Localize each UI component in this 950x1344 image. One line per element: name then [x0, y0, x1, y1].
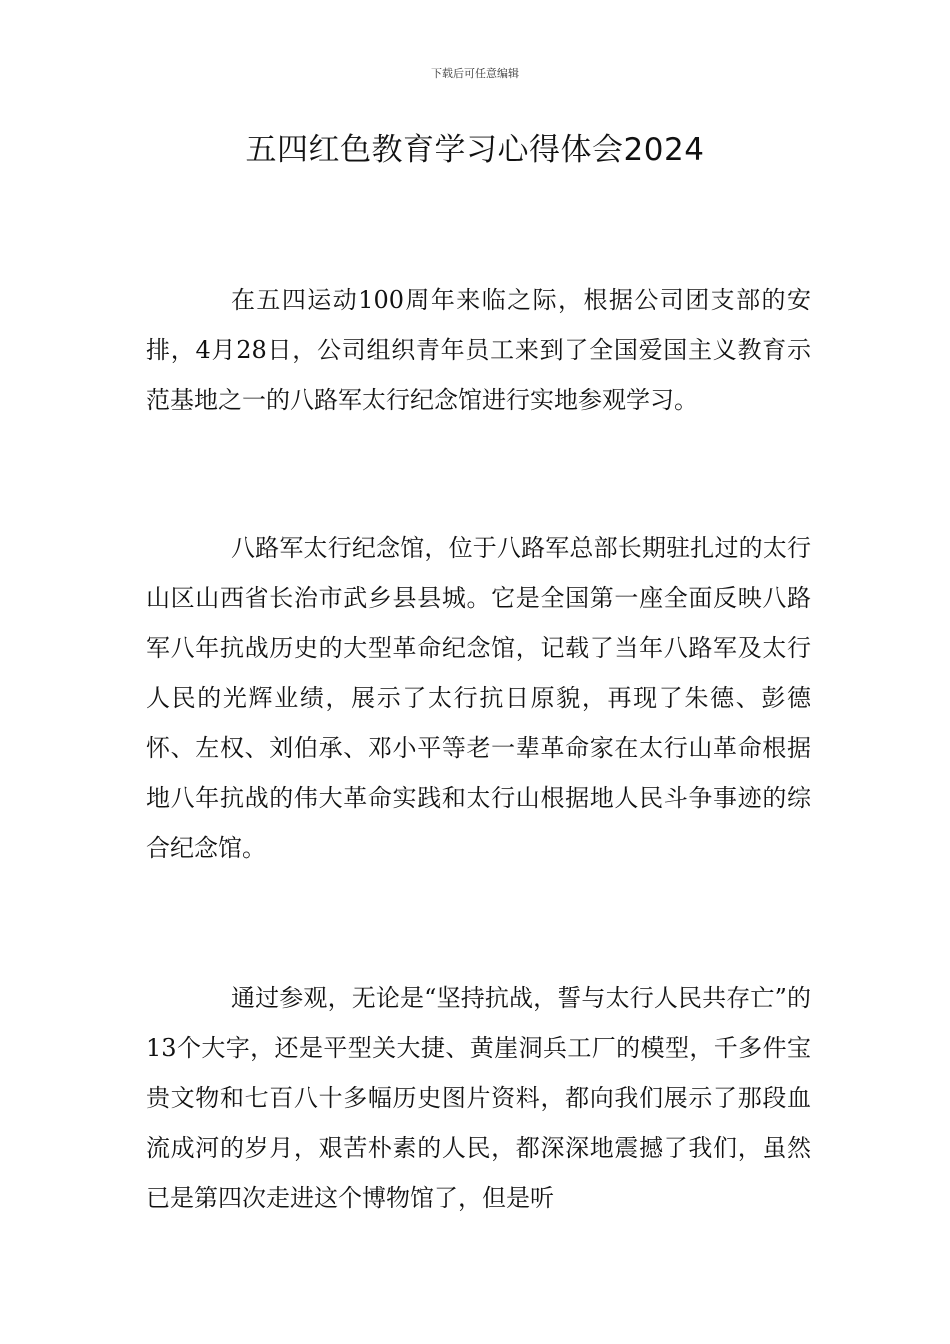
header-note: 下载后可任意编辑	[431, 67, 519, 80]
paragraph-2: 八路军太行纪念馆，位于八路军总部长期驻扎过的太行山区山西省长治市武乡县县城。它是全国第一座全面反映八路军八年抗战历史的大型革命纪念馆，记载了当年八路军及太行人民的光辉业绩，展示了太行抗日原貌，再现了朱德、彭德怀、左权、刘伯承、邓小平等老一辈革命家在太行山革命根据地八年抗战的伟大革命实践和太行山根据地人民斗争事迹的综合纪念馆。	[146, 534, 811, 862]
document-title: 五四红色教育学习心得体会2024	[245, 132, 705, 168]
paragraph-1: 在五四运动100周年来临之际，根据公司团支部的安排，4月28日，公司组织青年员工来到了全国爱国主义教育示范基地之一的八路军太行纪念馆进行实地参观学习。	[146, 286, 811, 414]
paragraph-3: 通过参观，无论是“坚持抗战，誓与太行人民共存亡”的13个大字，还是平型关大捷、黄崖洞兵工厂的模型，千多件宝贵文物和七百八十多幅历史图片资料，都向我们展示了那段血流成河的岁月，艰苦朴素的人民，都深深地震撼了我们，虽然已是第四次走进这个博物馆了，但是听	[146, 984, 811, 1212]
